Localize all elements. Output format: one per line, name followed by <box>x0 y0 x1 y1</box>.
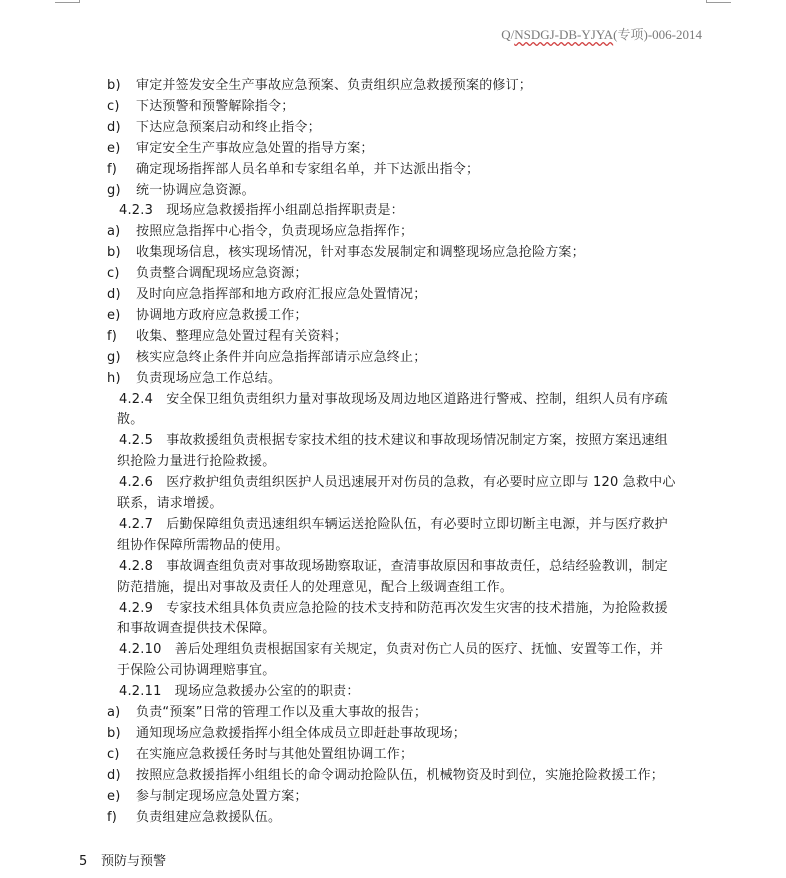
section-paragraph: 4.2.5 事故救援组负责根据专家技术组的技术建议和事故现场情况制定方案，按照方案迅速组 <box>119 433 668 448</box>
document-code-suffix: (专项)-006-2014 <box>613 27 702 42</box>
list-item <box>107 266 308 282</box>
list-marker: a) <box>107 224 121 239</box>
list-item <box>107 245 585 261</box>
list-marker: f) <box>107 810 118 825</box>
list-marker: d) <box>107 768 121 783</box>
paragraph-continuation: 于保险公司协调理赔事宜。 <box>117 663 276 678</box>
list-item-text: 下达应急预案启动和终止指令； <box>136 120 321 135</box>
list-marker: c) <box>107 747 120 762</box>
paragraph-continuation: 联系，请求增援。 <box>117 496 223 511</box>
section-paragraph: 4.2.4 安全保卫组负责组织力量对事故现场及周边地区道路进行警戒、控制，组织人员有序疏 <box>119 392 668 407</box>
paragraph-continuation: 织抢险力量进行抢险救援。 <box>117 454 276 469</box>
footer-section-title: 预防与预警 <box>101 854 167 869</box>
list-item-text: 审定安全生产事故应急处置的指导方案； <box>136 141 374 156</box>
list-item-text: 按照应急救援指挥小组组长的命令调动抢险队伍，机械物资及时到位，实施抢险救援工作； <box>136 768 665 783</box>
list-item-text: 收集、整理应急处置过程有关资料； <box>136 329 348 344</box>
list-item-text: 负责“预案”日常的管理工作以及重大事故的报告； <box>136 705 428 720</box>
list-item-text: 在实施应急救援任务时与其他处置组协调工作； <box>136 747 414 762</box>
list-marker: g) <box>107 350 121 365</box>
list-item <box>107 99 294 115</box>
list-item-text: 按照应急指挥中心指令，负责现场应急指挥作； <box>136 224 414 239</box>
list-item-text: 统一协调应急资源。 <box>136 183 255 198</box>
list-item <box>107 183 255 199</box>
list-item-text: 及时向应急指挥部和地方政府汇报应急处置情况； <box>136 287 427 302</box>
list-marker: f) <box>107 162 118 177</box>
list-marker: b) <box>107 245 121 260</box>
list-item <box>107 329 347 345</box>
list-item-text: 负责整合调配现场应急资源； <box>136 266 308 281</box>
document-code-spellcheck: NSDGJ-DB-YJYA <box>514 27 614 42</box>
section-paragraph: 4.2.10 善后处理组负责根据国家有关规定，负责对伤亡人员的医疗、抚恤、安置等工作，并 <box>119 642 664 657</box>
list-marker: a) <box>107 705 121 720</box>
list-item <box>107 224 413 240</box>
list-item <box>107 308 308 324</box>
list-item-text: 参与制定现场应急处置方案； <box>136 789 308 804</box>
list-item <box>107 810 281 826</box>
paragraph-continuation: 和事故调查提供技术保障。 <box>117 621 276 636</box>
paragraph-continuation: 组协作保障所需物品的使用。 <box>117 538 289 553</box>
list-item-text: 协调地方政府应急救援工作； <box>136 308 308 323</box>
list-item-text: 下达预警和预警解除指令； <box>136 99 295 114</box>
list-marker: b) <box>107 726 121 741</box>
list-item <box>107 287 426 303</box>
section-paragraph: 4.2.3 现场应急救援指挥小组副总指挥职责是： <box>119 203 404 218</box>
list-marker: d) <box>107 287 121 302</box>
list-item <box>107 162 479 178</box>
paragraph-continuation: 防范措施，提出对事故及责任人的处理意见，配合上级调查组工作。 <box>117 580 514 595</box>
section-paragraph: 4.2.7 后勤保障组负责迅速组织车辆运送抢险队伍，有必要时立即切断主电源，并与医疗救护 <box>119 517 668 532</box>
list-item <box>107 705 427 721</box>
list-item <box>107 768 664 784</box>
list-marker: b) <box>107 78 121 93</box>
list-marker: c) <box>107 266 120 281</box>
list-marker: d) <box>107 120 121 135</box>
list-item-text: 核实应急终止条件并向应急指挥部请示应急终止； <box>136 350 427 365</box>
list-item <box>107 747 413 763</box>
list-marker: e) <box>107 308 121 323</box>
list-marker: f) <box>107 329 118 344</box>
list-item <box>107 371 281 387</box>
list-item-text: 审定并签发安全生产事故应急预案、负责组织应急救援预案的修订； <box>136 78 533 93</box>
list-item <box>107 789 308 805</box>
page-number: 5 <box>79 854 88 869</box>
list-item <box>107 141 374 157</box>
list-item <box>107 350 426 366</box>
list-item-text: 负责组建应急救援队伍。 <box>136 810 282 825</box>
list-item <box>107 726 466 742</box>
list-item-text: 确定现场指挥部人员名单和专家组名单，并下达派出指令； <box>136 162 480 177</box>
paragraph-continuation: 散。 <box>117 412 144 427</box>
section-paragraph: 4.2.11 现场应急救援办公室的的职责： <box>119 684 360 699</box>
list-item-text: 收集现场信息，核实现场情况，针对事态发展制定和调整现场应急抢险方案； <box>136 245 585 260</box>
list-item <box>107 120 321 136</box>
list-marker: g) <box>107 183 121 198</box>
page-footer <box>79 850 166 869</box>
list-item <box>107 78 532 94</box>
list-item-text: 通知现场应急救援指挥小组全体成员立即赶赴事故现场； <box>136 726 467 741</box>
list-marker: h) <box>107 371 121 386</box>
document-code-prefix: Q/ <box>501 27 515 42</box>
section-paragraph: 4.2.8 事故调查组负责对事故现场勘察取证，查清事故原因和事故责任，总结经验教训，制定 <box>119 559 668 574</box>
list-item-text: 负责现场应急工作总结。 <box>136 371 282 386</box>
section-paragraph: 4.2.9 专家技术组具体负责应急抢险的技术支持和防范再次发生灾害的技术措施，为抢险救援 <box>119 601 668 616</box>
list-marker: e) <box>107 789 121 804</box>
section-paragraph: 4.2.6 医疗救护组负责组织医护人员迅速展开对伤员的急救，有必要时应立即与 120 急救中心 <box>119 475 676 490</box>
list-marker: c) <box>107 99 120 114</box>
list-marker: e) <box>107 141 121 156</box>
